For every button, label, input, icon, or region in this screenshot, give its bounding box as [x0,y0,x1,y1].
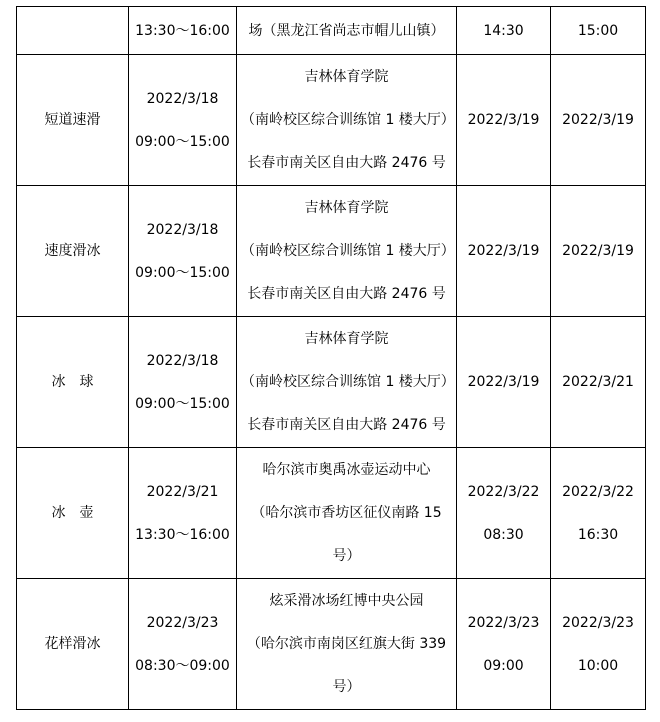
registration-time-cell [129,579,237,710]
venue-line: 长春市南关区自由大路 2476 号 [247,417,446,433]
sport-name: 短道速滑 [44,112,101,128]
venue-cell [237,186,457,317]
reg-time: 09:00～15:00 [135,264,230,281]
reg-date: 2022/3/18 [146,90,219,107]
sport-cell [17,7,129,55]
venue-cell [237,55,457,186]
col5-value: 2022/3/19 [562,112,634,128]
venue-line: （南岭校区综合训练馆 1 楼大厅） [241,112,455,128]
col4-cell [457,579,551,710]
venue-cell [237,7,457,55]
col5-cell [551,579,646,710]
venue-line: 号） [332,679,361,695]
venue-cell [237,448,457,579]
col5-value: 2022/3/19 [562,243,634,259]
venue-line: 吉林体育学院 [304,331,389,347]
venue-line: 哈尔滨市奥禹冰壶运动中心 [262,462,431,478]
reg-date: 2022/3/23 [146,614,219,631]
table-row [17,317,646,448]
col5-cell [551,7,646,55]
reg-time: 13:30～16:00 [135,22,230,39]
col5-cell [551,186,646,317]
venue-line: 号） [332,548,361,564]
col5-date: 2022/3/23 [562,614,634,631]
sport-cell [17,448,129,579]
schedule-table [16,6,646,710]
table-row [17,7,646,55]
venue-line: 吉林体育学院 [304,200,389,216]
registration-time-cell [129,317,237,448]
sport-cell [17,186,129,317]
venue-line: （南岭校区综合训练馆 1 楼大厅） [241,243,455,259]
col5-cell [551,448,646,579]
col5-time: 16:30 [577,526,619,543]
sport-name: 花样滑冰 [44,636,101,652]
col4-time: 08:30 [483,526,524,543]
col4-date: 2022/3/22 [467,483,540,500]
sport-name: 速度滑冰 [44,243,101,259]
col5-time: 10:00 [577,657,619,674]
reg-date: 2022/3/21 [146,483,219,500]
col4-value: 2022/3/19 [467,112,540,128]
venue-cell [237,317,457,448]
col5-cell [551,317,646,448]
sport-cell [17,579,129,710]
table-row [17,55,646,186]
col4-cell [457,448,551,579]
col4-time: 09:00 [483,657,524,674]
table-row [17,579,646,710]
venue-line: 长春市南关区自由大路 2476 号 [247,286,446,302]
reg-time: 09:00～15:00 [135,133,230,150]
venue-line: 炫采滑冰场红博中央公园 [269,593,424,609]
reg-time: 08:30～09:00 [135,657,230,674]
col4-cell [457,186,551,317]
table-row [17,448,646,579]
col5-value: 15:00 [577,22,619,39]
col4-cell [457,7,551,55]
col5-date: 2022/3/22 [562,483,634,500]
venue-line: 长春市南关区自由大路 2476 号 [247,155,446,171]
reg-date: 2022/3/18 [146,352,219,369]
registration-time-cell [129,55,237,186]
col4-cell [457,317,551,448]
sport-cell [17,55,129,186]
col4-value: 2022/3/19 [467,243,540,259]
sport-name: 冰 壶 [51,505,94,521]
registration-time-cell [129,186,237,317]
sport-cell [17,317,129,448]
col4-cell [457,55,551,186]
sport-name: 冰 球 [51,374,94,390]
col5-value: 2022/3/21 [562,374,634,390]
venue-line: （哈尔滨市南岗区红旗大街 339 [246,636,447,652]
col4-date: 2022/3/23 [467,614,540,631]
venue-line: （哈尔滨市香坊区征仪南路 15 [251,505,442,521]
reg-time: 09:00～15:00 [135,395,230,412]
venue-line: （南岭校区综合训练馆 1 楼大厅） [241,374,455,390]
reg-date: 2022/3/18 [146,221,219,238]
registration-time-cell [129,448,237,579]
venue-line: 场（黑龙江省尚志市帽儿山镇） [248,22,445,39]
col4-value: 2022/3/19 [467,374,540,390]
col4-value: 14:30 [483,22,524,39]
venue-line: 吉林体育学院 [304,69,389,85]
registration-time-cell [129,7,237,55]
venue-cell [237,579,457,710]
table-row [17,186,646,317]
col5-cell [551,55,646,186]
reg-time: 13:30～16:00 [135,526,230,543]
